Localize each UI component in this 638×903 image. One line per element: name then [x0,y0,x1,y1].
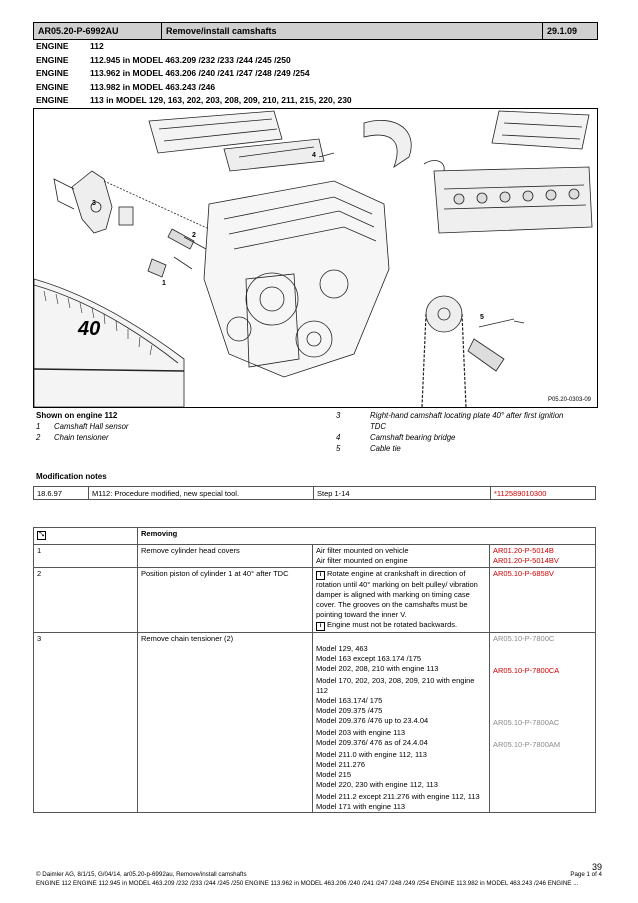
callout-4: 4 [312,152,316,159]
step-refs [490,633,596,813]
engine-line: ENGINE 112 [36,41,104,51]
step-notes: Air filter mounted on vehicle Air filter mounted on engine [313,545,490,568]
table-header-row [34,528,596,545]
step-action: Position piston of cylinder 1 at 40° after TDC [138,568,313,633]
legend-item: 4 Camshaft bearing bridge [336,433,456,442]
step-number: 2 [34,568,138,633]
document-header [33,22,598,40]
footer-copyright: © Daimler AG, 8/1/15, G/04/14, ar05.20-p-6992au, Remove/install camshafts [36,871,247,878]
engine-illustration [33,108,598,408]
figure-code: P05.20-0303-09 [547,397,591,403]
engine-applicability [36,40,596,110]
modification-text: M112: Procedure modified, new special tool. [89,487,314,500]
legend-item: 1 Camshaft Hall sensor [36,422,129,431]
ref-link[interactable]: AR01.20-P-5014B [493,546,554,555]
callout-2: 2 [192,232,196,239]
figure-legend [36,410,596,458]
callout-3: 3 [92,200,96,207]
step-number: 3 [34,633,138,813]
callout-5: 5 [480,314,484,321]
step-action: Remove chain tensioner (2) [138,633,313,813]
document-title: Remove/install camshafts [166,26,277,36]
step-refs [490,545,596,568]
engine-line: ENGINE 113.962 in MODEL 463.206 /240 /241 /247 /248 /249 /254 [36,68,310,79]
table-row [34,568,596,633]
step-refs [490,568,596,633]
step-action: Remove cylinder head covers [138,545,313,568]
page-footer [36,862,602,898]
ref-link[interactable]: AR05.10-P-7800AC [493,718,560,727]
ref-link[interactable]: AR01.20-P-5014BV [493,556,559,565]
info-icon: i [316,571,325,580]
procedure-table [33,527,596,813]
step-notes: Model 129, 463 Model 163 except 163.174 /175 Model 202, 208, 210 with engine 113 Model 170, 202, 203, 208, 209, 210 with engine 112 Model 163.174/ 175 Model 209.375 /475 Model 209.376 /476 up to 23.4.04 Model 203 with engine 113 Model 209.376/ 476 as of 24.4.04 Model 211.0 with engine 112, 113 Model 211.276 Model 215 Model 220, 230 with engine 112, 113 Model 211.2 except 211.276 with engine 112, 113 Model 171 with engine 113 [313,633,490,813]
footer-applicability: ENGINE 112 ENGINE 112.945 in MODEL 463.209 /232 /233 /244 /245 /250 ENGINE 113.962 in MODEL 463.206 /240 /241 /247 /248 /249 /254 ENGINE 113.982 in MODEL 463.243 /246 ENGINE ... [36,880,579,887]
callout-1: 1 [162,280,166,287]
modification-step: Step 1-14 [314,487,491,500]
engine-drawing [34,109,597,407]
expand-cell [34,528,138,545]
dial-marking-text: 40 [78,318,101,340]
section-title: Removing [138,528,596,545]
document-date: 29.1.09 [547,26,578,36]
table-row [34,633,596,813]
sheet-number: 39 [591,862,602,872]
modification-heading: Modification notes [36,472,107,481]
page-number: Page 1 of 4 [570,871,602,878]
engine-line: ENGINE 113.982 in MODEL 463.243 /246 [36,81,216,92]
document-id: AR05.20-P-6992AU [38,26,119,36]
step-number: 1 [34,545,138,568]
legend-item: 5 Cable tie [336,444,401,453]
ref-link[interactable]: AR05.10-P-7800C [493,634,555,643]
legend-item: TDC [370,422,387,431]
modification-ref-link[interactable]: *112589010300 [491,487,596,500]
expand-icon[interactable]: ⤡ [37,531,46,540]
ref-link[interactable]: AR05.10-P-7800AM [493,740,561,749]
modification-table [33,486,596,500]
table-row [34,545,596,568]
modification-date: 18.6.97 [34,487,89,500]
engine-line: ENGINE 112.945 in MODEL 463.209 /232 /233 /244 /245 /250 [36,54,291,65]
legend-heading: Shown on engine 112 [36,411,118,420]
legend-item: 3 Right-hand camshaft locating plate 40° after first ignition [336,411,564,420]
info-icon: i [316,622,325,631]
ref-link[interactable]: AR05.10-P-7800CA [493,666,560,675]
engine-line: ENGINE 113 in MODEL 129, 163, 202, 203, 208, 209, 210, 211, 215, 220, 230 [36,95,352,106]
ref-link[interactable]: AR05.10-P-6858V [493,569,554,578]
step-notes: i Rotate engine at crankshaft in direction of rotation until 40° marking on belt pulley/ vibration damper is aligned with marking on timing case cover. The grooves on the camshafts must be pointing toward the inner V. i Engine must not be rotated backwards. [313,568,490,633]
legend-item: 2 Chain tensioner [36,433,109,442]
modification-row [34,487,596,500]
